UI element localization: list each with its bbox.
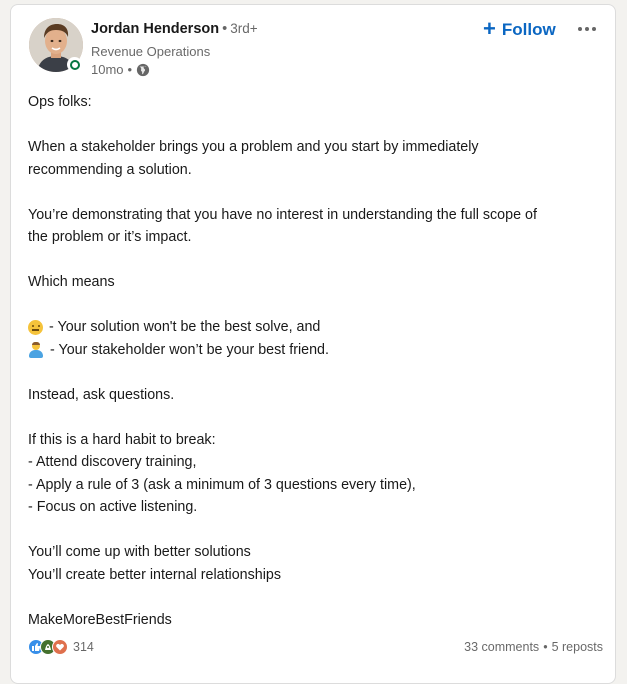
post-line: Instead, ask questions. [28,386,175,403]
reposts-count-link[interactable]: 5 reposts [551,640,603,654]
person-emoji-icon [28,342,44,358]
follow-button[interactable] [477,16,562,44]
reaction-count: 314 [73,640,94,654]
ellipsis-dot [592,27,596,31]
bullet-text: - Your stakeholder won’t be your best friend. [50,341,329,358]
author-name[interactable]: Jordan Henderson [91,21,220,37]
engagement-counts [464,640,603,654]
presence-indicator [67,57,82,72]
social-counts-bar [28,637,603,657]
ellipsis-dot [585,27,589,31]
dot-separator: • [127,62,133,77]
author-headline: Revenue Operations [91,44,211,59]
neutral-face-emoji-icon [28,320,43,335]
post-meta [91,62,150,77]
comments-count-link[interactable]: 33 comments [464,640,540,654]
post-line: Ops folks: [28,94,92,110]
more-options-button[interactable] [571,17,603,41]
post-line: If this is a hard habit to break: [28,431,216,448]
follow-label: Follow [501,20,556,39]
post-line: - Apply a rule of 3 (ask a minimum of 3 questions every time), [28,476,416,493]
post-line: When a stakeholder brings you a problem and you start by immediately [28,139,479,155]
post-line: - Focus on active listening. [28,499,198,515]
post-line: You’ll create better internal relationships [28,566,281,583]
online-status-icon [70,60,80,70]
post-line: Which means [28,274,115,290]
post-line: You’re demonstrating that you have no interest in understanding the full scope of [28,206,537,223]
post-line: the problem or it’s impact. [28,229,192,245]
love-icon [52,639,68,655]
hashtag: MakeMoreBestFriends [28,611,172,628]
post-card [10,4,616,684]
post-line: recommending a solution. [28,161,192,178]
author-name-row [91,21,258,37]
plus-icon: + [483,16,496,41]
post-text [28,91,608,631]
bullet-text: - Your solution won't be the best solve, and [49,319,321,335]
dot-separator: • [222,21,228,37]
globe-icon [136,63,150,77]
bullet-line [28,339,608,362]
ellipsis-dot [578,27,582,31]
post-line: - Attend discovery training, [28,454,197,470]
bullet-line [28,316,608,339]
connection-degree: 3rd+ [230,21,258,36]
dot-separator: • [543,640,548,654]
reactions-summary[interactable] [28,639,94,655]
post-timestamp: 10mo [91,62,124,77]
post-line: You’ll come up with better solutions [28,544,251,560]
